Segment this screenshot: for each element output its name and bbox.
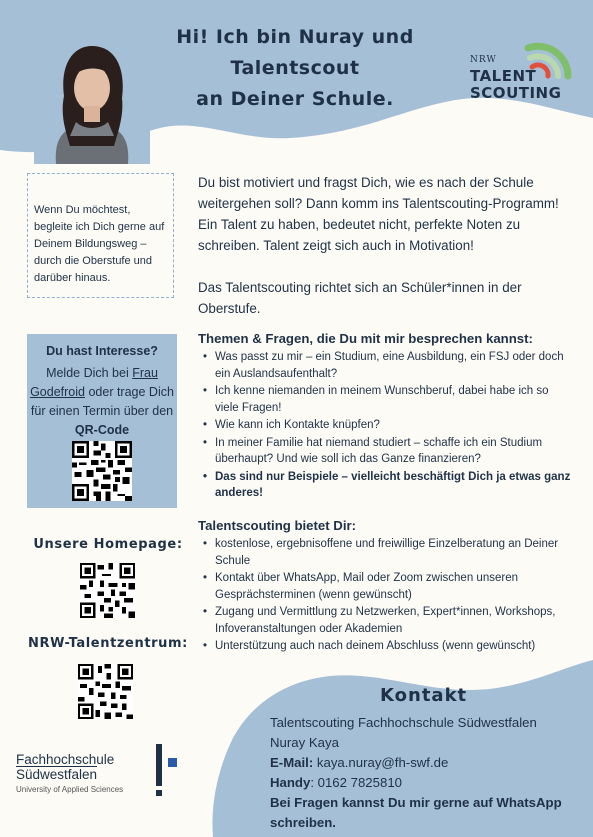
topics-section [198, 331, 573, 503]
offers-section [198, 518, 568, 656]
list-item: • In meiner Familie hat niemand studiert – schaffe ich ein Studium überhaupt? Und wie soll ich das Ganze finanzieren? [198, 435, 573, 468]
intro-text [198, 172, 568, 340]
logo-nrw-text: NRW [470, 55, 497, 65]
list-item: • kostenlose, ergebnisoffene und freiwillige Einzelberatung an Deiner Schule [198, 536, 568, 569]
phone-number[interactable]: : 0162 7825810 [310, 775, 402, 790]
contact-name: Nuray Kaya [270, 735, 339, 750]
interest-text-2: oder trage Dich für einen Termin über den [30, 385, 174, 418]
interest-body [27, 364, 177, 440]
phone-label: Handy [270, 775, 311, 790]
interest-title: Du hast Interesse? [46, 344, 158, 358]
portrait-photo [34, 36, 150, 164]
list-item: • Ich kenne niemanden in meinem Wunschberuf, dabei habe ich so viele Fragen! [198, 383, 573, 416]
interest-qr-word: QR-Code [74, 423, 130, 437]
contact-block [270, 713, 590, 833]
contact-title: Kontakt [380, 685, 468, 706]
homepage-qr-code[interactable] [80, 563, 135, 618]
list-item: • Das sind nur Beispiele – vielleicht beschäftigt Dich ja etwas ganz anderes! [198, 469, 573, 502]
email-link[interactable]: kaya.nuray@fh-swf.de [316, 755, 449, 770]
fh-logo-dot [156, 790, 162, 796]
topics-list [198, 349, 573, 502]
appointment-qr-code[interactable] [72, 441, 132, 501]
headline-line-2: an Deiner Schule. [196, 88, 394, 110]
intro-paragraph-1: Du bist motiviert und fragst Dich, wie es nach der Schule weitergehen soll? Dann komm ins Talentscouting-Programm! Ein Talent zu haben, bedeutet nicht, perfekte Noten zu schreiben. Talent zeigt sich auch in Motivation! [198, 175, 559, 253]
offers-list [198, 536, 568, 655]
email-label: E-Mail: [270, 755, 314, 770]
list-item: • Zugang und Vermittlung zu Netzwerken, Expert*innen, Workshops, Infoveranstaltungen oder Akademien [198, 604, 568, 637]
fh-logo-square [168, 758, 177, 767]
logo-talent-text: TALENT [470, 67, 537, 85]
contact-phone-row [270, 773, 590, 793]
headline [110, 22, 480, 115]
contact-email-row [270, 753, 590, 773]
mentoring-note-text: Wenn Du möchtest, begleite ich Dich gerne auf Deinem Bildungsweg – durch die Oberstufe und darüber hinaus. [34, 204, 165, 284]
list-item: • Wie kann ich Kontakte knüpfen? [198, 417, 573, 434]
fh-suedwestfalen-logo [16, 742, 186, 802]
mentoring-note-box [27, 173, 174, 298]
homepage-label: Unsere Homepage: [33, 537, 183, 552]
talentzentrum-qr-code[interactable] [78, 664, 133, 719]
topics-title: Themen & Fragen, die Du mit mir besprechen kannst: [198, 331, 533, 346]
fh-logo-bar [156, 744, 162, 786]
fh-logo-line-2: Südwestfalen [16, 767, 98, 782]
contact-note: Bei Fragen kannst Du mir gerne auf WhatsApp schreiben. [270, 795, 562, 830]
intro-paragraph-2: Das Talentscouting richtet sich an Schüler*innen in der Oberstufe. [198, 280, 522, 316]
fh-logo-line-1: Fachhochschule [16, 752, 115, 767]
logo-scouting-text: SCOUTING [470, 84, 562, 102]
contact-org: Talentscouting Fachhochschule Südwestfalen [270, 715, 537, 730]
offers-title: Talentscouting bietet Dir: [198, 518, 357, 533]
talentzentrum-label: NRW-Talentzentrum: [28, 636, 188, 651]
list-item: • Was passt zu mir – ein Studium, eine Ausbildung, ein FSJ oder doch ein Auslandsaufenthalt? [198, 349, 573, 382]
headline-line-1: Hi! Ich bin Nuray und Talentscout [176, 26, 414, 79]
list-item: • Kontakt über WhatsApp, Mail oder Zoom zwischen unseren Gesprächsterminen (wenn gewünscht) [198, 570, 568, 603]
contact-person-link[interactable]: Frau Godefroid [30, 366, 158, 399]
fh-logo-line-3: University of Applied Sciences [16, 785, 124, 794]
list-item: • Unterstützung auch nach deinem Abschluss (wenn gewünscht) [198, 638, 568, 655]
interest-text-1: Melde Dich bei [46, 366, 133, 380]
